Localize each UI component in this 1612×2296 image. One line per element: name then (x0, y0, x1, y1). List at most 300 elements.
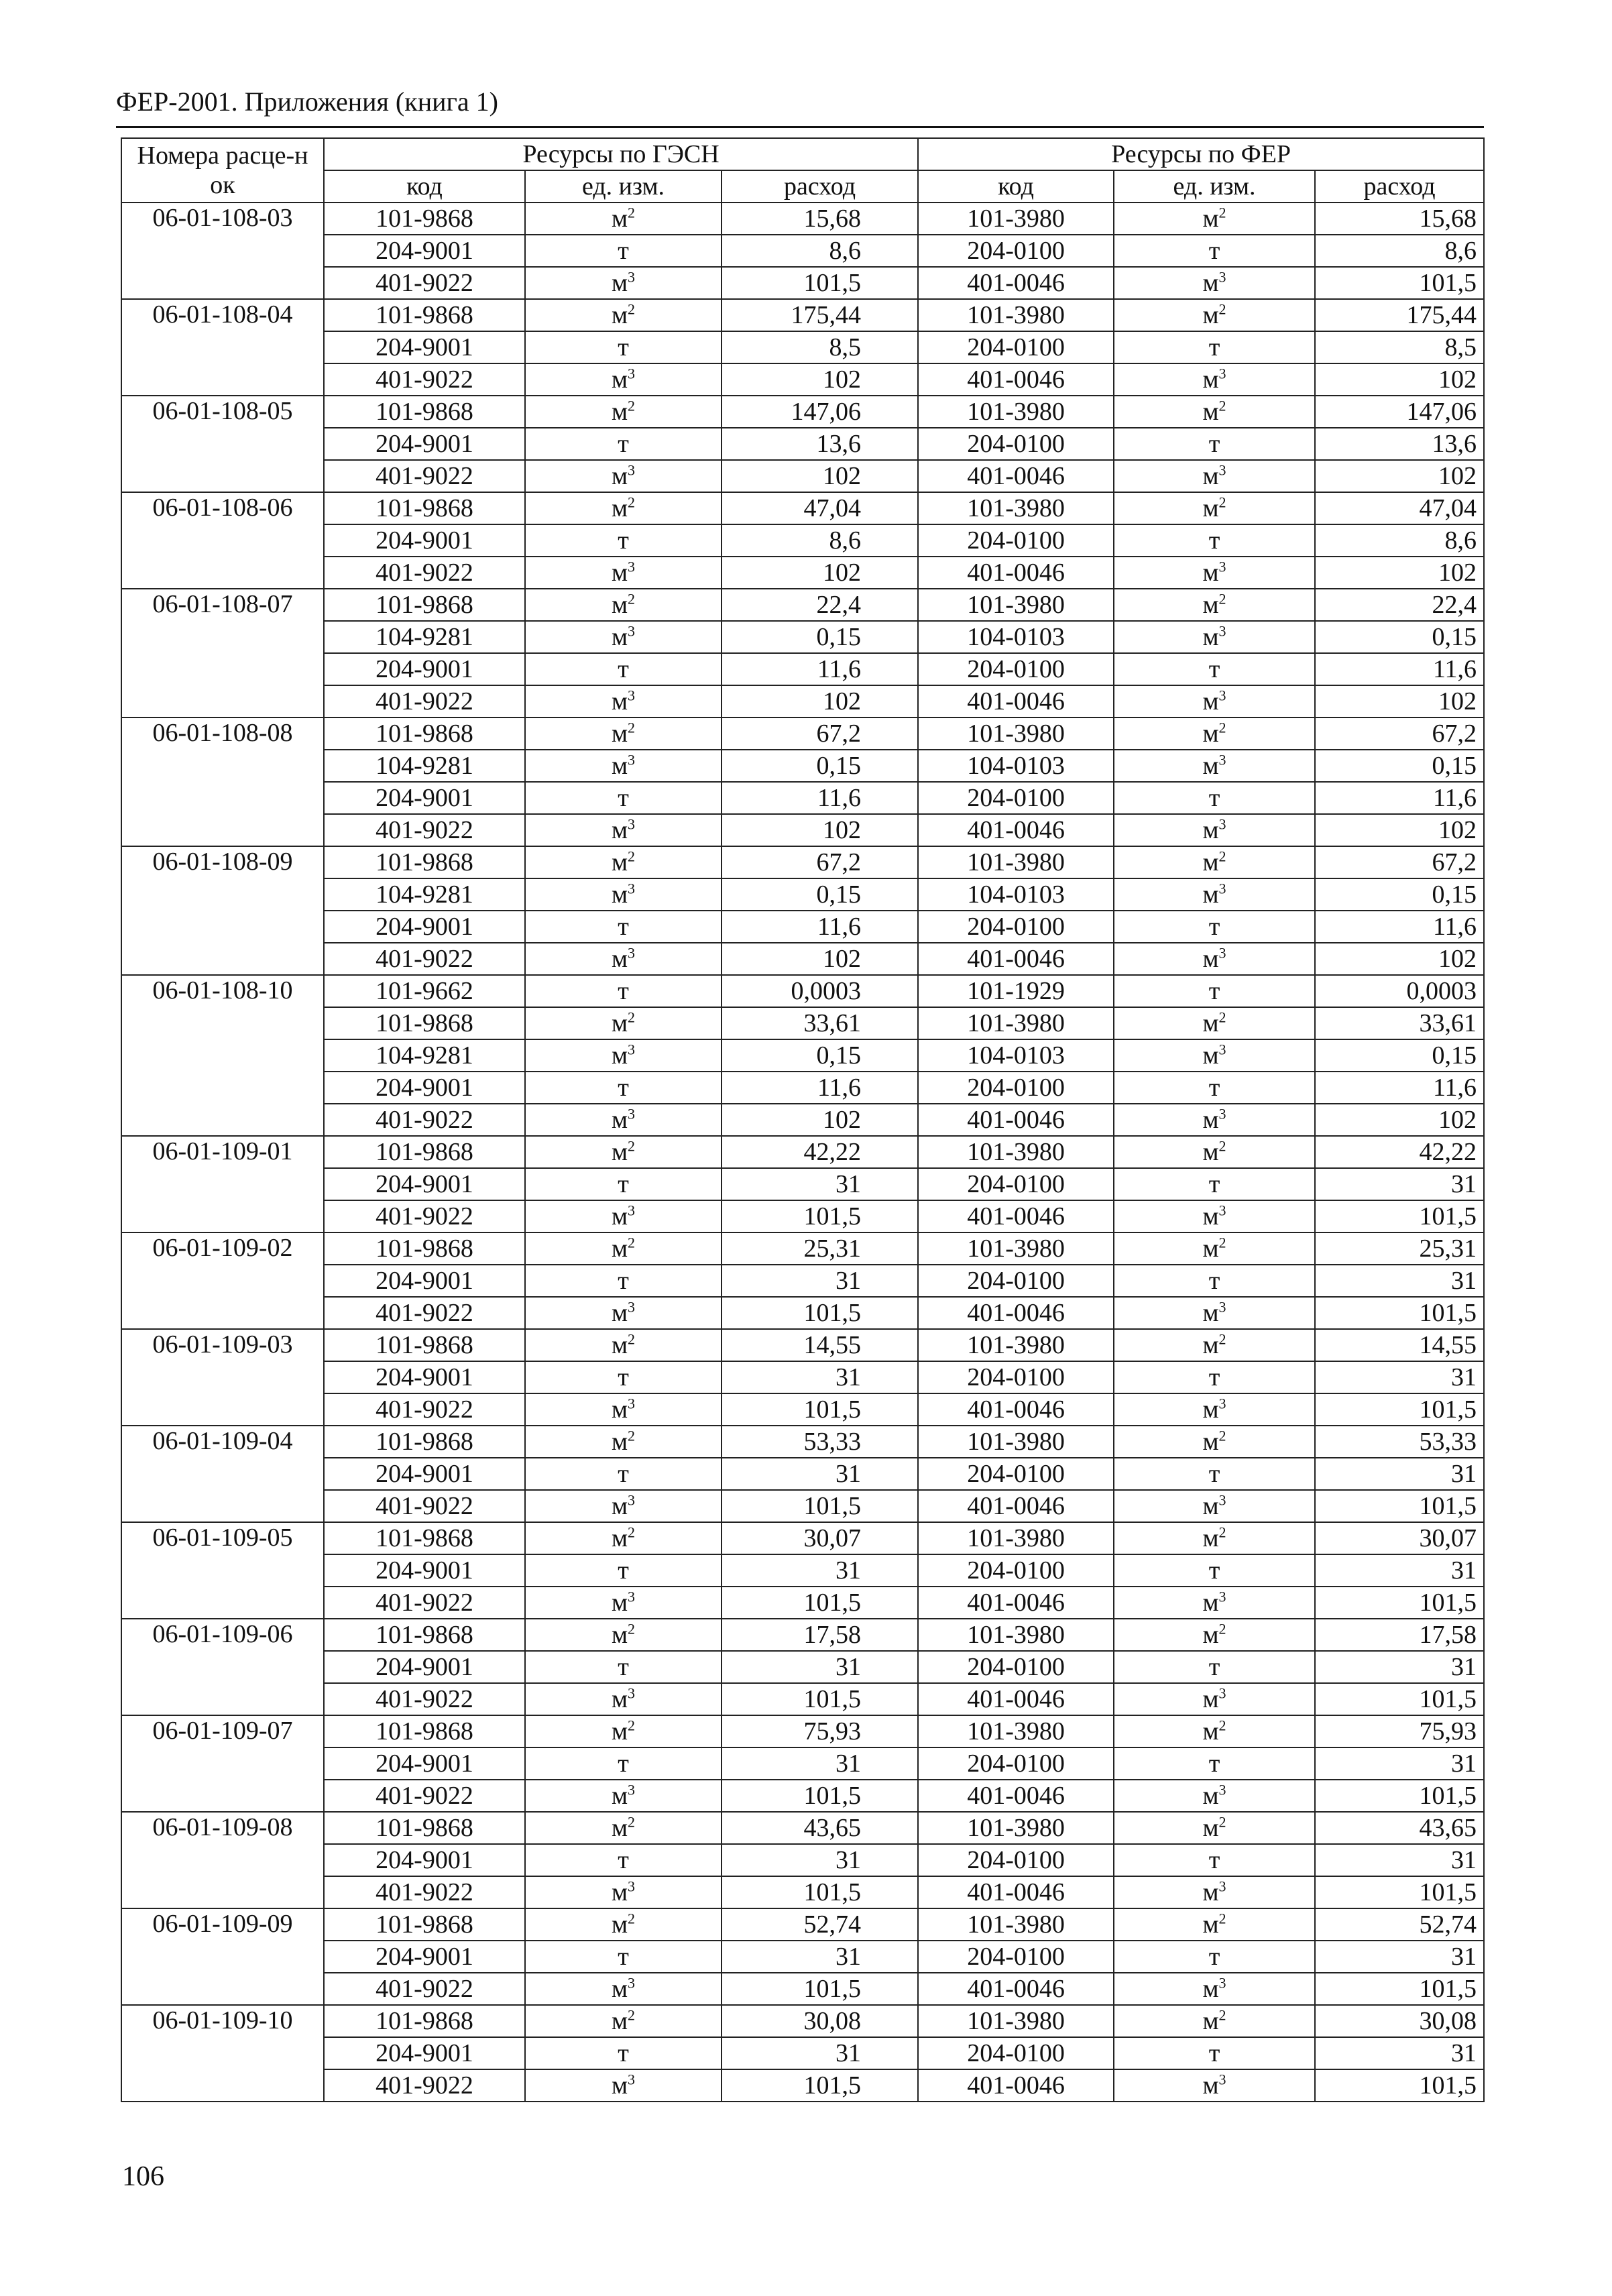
gesn-code-cell: 401-9022 (324, 363, 525, 396)
unit-exponent: 3 (1218, 1588, 1226, 1605)
gesn-code-cell: 101-9868 (324, 1619, 525, 1651)
unit-exponent: 2 (628, 1717, 636, 1734)
rate-number-cell: 06-01-109-03 (121, 1329, 324, 1426)
unit-text: м (611, 1814, 628, 1842)
gesn-unit-cell (525, 1973, 722, 2005)
fer-amount-cell: 8,6 (1315, 235, 1484, 267)
fer-amount-cell: 8,5 (1315, 331, 1484, 363)
gesn-unit-cell (525, 1104, 722, 1136)
gesn-unit-cell (525, 846, 722, 878)
table-row (121, 2069, 1484, 2102)
gesn-code-cell: 204-9001 (324, 331, 525, 363)
unit-text: т (618, 1749, 629, 1778)
unit-text: т (618, 1653, 629, 1681)
unit-text: т (618, 1556, 629, 1585)
gesn-amount-cell: 25,31 (722, 1232, 918, 1265)
unit-exponent: 3 (1218, 687, 1226, 704)
unit-text: м (1202, 1878, 1219, 1906)
unit-text: м (1202, 816, 1219, 844)
unit-text: м (611, 752, 628, 780)
table-row (121, 1780, 1484, 1812)
fer-amount-cell: 101,5 (1315, 1393, 1484, 1426)
fer-amount-cell: 102 (1315, 460, 1484, 492)
fer-unit-cell (1114, 2005, 1315, 2037)
fer-code-cell: 204-0100 (918, 1651, 1114, 1683)
gesn-code-cell: 401-9022 (324, 1393, 525, 1426)
unit-text: м (611, 2007, 628, 2035)
gesn-unit-cell (525, 1812, 722, 1844)
gesn-amount-cell: 147,06 (722, 396, 918, 428)
gesn-unit-cell (525, 653, 722, 685)
fer-unit-cell (1114, 1876, 1315, 1908)
unit-exponent: 3 (1218, 1105, 1226, 1123)
unit-text: м (1202, 1395, 1219, 1424)
fer-amount-cell: 175,44 (1315, 299, 1484, 331)
unit-text: т (1208, 784, 1220, 812)
gesn-unit-cell (525, 1007, 722, 1039)
unit-text: м (611, 1138, 628, 1166)
gesn-amount-cell: 101,5 (722, 1393, 918, 1426)
table-row (121, 460, 1484, 492)
unit-text: т (618, 913, 629, 941)
unit-text: м (1202, 1331, 1219, 1359)
gesn-unit-cell (525, 203, 722, 235)
unit-text: м (1202, 1717, 1219, 1745)
fer-unit-cell (1114, 589, 1315, 621)
gesn-code-cell: 401-9022 (324, 1200, 525, 1232)
table-row (121, 2037, 1484, 2069)
gesn-unit-cell (525, 267, 722, 299)
table-row (121, 557, 1484, 589)
unit-text: м (611, 1782, 628, 1810)
gesn-amount-cell: 31 (722, 1265, 918, 1297)
fer-amount-cell: 101,5 (1315, 1490, 1484, 1522)
fer-amount-cell: 30,08 (1315, 2005, 1484, 2037)
gesn-amount-cell: 31 (722, 2037, 918, 2069)
page-number: 106 (122, 2161, 164, 2192)
unit-text: м (1202, 1106, 1219, 1134)
rate-number-cell: 06-01-108-10 (121, 975, 324, 1136)
gesn-unit-cell (525, 2069, 722, 2102)
fer-amount-cell: 102 (1315, 814, 1484, 846)
unit-text: м (611, 301, 628, 329)
fer-amount-cell: 0,15 (1315, 750, 1484, 782)
rate-number-cell: 06-01-108-08 (121, 718, 324, 846)
gesn-unit-cell (525, 1747, 722, 1780)
fer-amount-cell: 43,65 (1315, 1812, 1484, 1844)
unit-exponent: 2 (628, 1620, 636, 1638)
unit-exponent: 2 (1218, 1330, 1226, 1348)
fer-amount-cell: 22,4 (1315, 589, 1484, 621)
gesn-code-cell: 101-9868 (324, 299, 525, 331)
gesn-code-cell: 104-9281 (324, 878, 525, 911)
unit-text: м (611, 1009, 628, 1037)
fer-unit-cell (1114, 396, 1315, 428)
fer-code-cell: 204-0100 (918, 524, 1114, 557)
rate-number-cell: 06-01-109-07 (121, 1715, 324, 1812)
gesn-code-cell: 204-9001 (324, 524, 525, 557)
table-row (121, 331, 1484, 363)
unit-text: м (1202, 1910, 1219, 1939)
fer-unit-cell (1114, 1715, 1315, 1747)
fer-unit-cell (1114, 1554, 1315, 1587)
unit-text: т (618, 1363, 629, 1391)
gesn-amount-cell: 67,2 (722, 846, 918, 878)
unit-text: м (1202, 1299, 1219, 1327)
unit-text: т (1208, 977, 1220, 1005)
unit-exponent: 2 (1218, 1427, 1226, 1444)
fer-amount-cell: 11,6 (1315, 911, 1484, 943)
fer-amount-cell: 31 (1315, 1747, 1484, 1780)
fer-unit-cell (1114, 1136, 1315, 1168)
gesn-code-cell: 204-9001 (324, 653, 525, 685)
unit-text: м (611, 1041, 628, 1070)
fer-code-cell: 101-3980 (918, 718, 1114, 750)
unit-text: т (1208, 655, 1220, 683)
unit-text: т (1208, 1074, 1220, 1102)
unit-exponent: 2 (628, 719, 636, 736)
unit-text: м (611, 1106, 628, 1134)
unit-exponent: 2 (628, 300, 636, 318)
fer-amount-cell: 102 (1315, 1104, 1484, 1136)
fer-code-cell: 401-0046 (918, 1876, 1114, 1908)
table-row (121, 814, 1484, 846)
gesn-unit-cell (525, 1136, 722, 1168)
gesn-unit-cell (525, 1908, 722, 1941)
gesn-unit-cell (525, 363, 722, 396)
gesn-code-cell: 204-9001 (324, 1844, 525, 1876)
gesn-unit-cell (525, 1072, 722, 1104)
unit-exponent: 2 (1218, 300, 1226, 318)
fer-code-cell: 401-0046 (918, 267, 1114, 299)
unit-text: м (1202, 559, 1219, 587)
table-row (121, 1393, 1484, 1426)
gesn-code-cell: 101-9868 (324, 1426, 525, 1458)
gesn-code-cell: 204-9001 (324, 428, 525, 460)
gesn-amount-cell: 30,08 (722, 2005, 918, 2037)
gesn-code-cell: 101-9868 (324, 396, 525, 428)
col-header-fer-unit: ед. изм. (1114, 170, 1315, 203)
gesn-code-cell: 101-9868 (324, 1908, 525, 1941)
gesn-unit-cell (525, 878, 722, 911)
unit-exponent: 2 (1218, 494, 1226, 511)
gesn-amount-cell: 30,07 (722, 1522, 918, 1554)
fer-amount-cell: 47,04 (1315, 492, 1484, 524)
gesn-code-cell: 104-9281 (324, 621, 525, 653)
col-header-fer-amount: расход (1315, 170, 1484, 203)
gesn-unit-cell (525, 1490, 722, 1522)
gesn-code-cell: 401-9022 (324, 1104, 525, 1136)
gesn-amount-cell: 101,5 (722, 1200, 918, 1232)
unit-text: т (1208, 430, 1220, 458)
unit-exponent: 3 (628, 944, 636, 962)
rate-number-cell: 06-01-109-01 (121, 1136, 324, 1232)
gesn-amount-cell: 33,61 (722, 1007, 918, 1039)
gesn-code-cell: 401-9022 (324, 814, 525, 846)
col-header-rate-numbers (121, 138, 324, 203)
fer-unit-cell (1114, 911, 1315, 943)
fer-amount-cell: 31 (1315, 1265, 1484, 1297)
fer-amount-cell: 101,5 (1315, 1973, 1484, 2005)
table-row (121, 1683, 1484, 1715)
unit-text: м (1202, 1428, 1219, 1456)
unit-exponent: 2 (1218, 1910, 1226, 1927)
gesn-code-cell: 401-9022 (324, 1876, 525, 1908)
fer-code-cell: 101-3980 (918, 1715, 1114, 1747)
gesn-amount-cell: 31 (722, 1747, 918, 1780)
table-subheader-row (121, 170, 1484, 203)
unit-text: м (1202, 2007, 1219, 2035)
unit-text: м (1202, 1524, 1219, 1552)
fer-code-cell: 204-0100 (918, 1747, 1114, 1780)
fer-code-cell: 401-0046 (918, 1780, 1114, 1812)
unit-text: м (1202, 301, 1219, 329)
fer-amount-cell: 17,58 (1315, 1619, 1484, 1651)
table-row (121, 299, 1484, 331)
unit-text: м (611, 687, 628, 715)
gesn-code-cell: 401-9022 (324, 1683, 525, 1715)
gesn-unit-cell (525, 1265, 722, 1297)
fer-code-cell: 204-0100 (918, 1554, 1114, 1587)
gesn-unit-cell (525, 428, 722, 460)
table-row (121, 911, 1484, 943)
table-row (121, 1554, 1484, 1587)
unit-exponent: 2 (628, 494, 636, 511)
table-row (121, 1297, 1484, 1329)
table-row (121, 1104, 1484, 1136)
gesn-code-cell: 401-9022 (324, 1780, 525, 1812)
unit-text: м (1202, 269, 1219, 297)
table-row (121, 878, 1484, 911)
unit-text: м (611, 1299, 628, 1327)
fer-unit-cell (1114, 846, 1315, 878)
gesn-unit-cell (525, 1941, 722, 1973)
gesn-unit-cell (525, 557, 722, 589)
unit-exponent: 2 (628, 1813, 636, 1831)
fer-unit-cell (1114, 492, 1315, 524)
fer-code-cell: 101-3980 (918, 203, 1114, 235)
gesn-unit-cell (525, 718, 722, 750)
unit-exponent: 2 (628, 397, 636, 414)
unit-exponent: 3 (1218, 461, 1226, 479)
unit-exponent: 2 (628, 1009, 636, 1026)
fer-code-cell: 401-0046 (918, 1200, 1114, 1232)
gesn-unit-cell (525, 1200, 722, 1232)
fer-unit-cell (1114, 460, 1315, 492)
gesn-amount-cell: 31 (722, 1458, 918, 1490)
col-header-gesn-code: код (324, 170, 525, 203)
gesn-unit-cell (525, 235, 722, 267)
fer-amount-cell: 52,74 (1315, 1908, 1484, 1941)
table-row (121, 1490, 1484, 1522)
fer-code-cell: 401-0046 (918, 2069, 1114, 2102)
header-rule (116, 126, 1484, 128)
gesn-code-cell: 204-9001 (324, 2037, 525, 2069)
unit-text: т (618, 655, 629, 683)
table-header-row (121, 138, 1484, 170)
gesn-unit-cell (525, 1522, 722, 1554)
unit-text: м (611, 720, 628, 748)
gesn-unit-cell (525, 1361, 722, 1393)
fer-unit-cell (1114, 1844, 1315, 1876)
gesn-amount-cell: 43,65 (722, 1812, 918, 1844)
unit-exponent: 3 (1218, 751, 1226, 768)
fer-unit-cell (1114, 621, 1315, 653)
fer-amount-cell: 102 (1315, 557, 1484, 589)
fer-amount-cell: 67,2 (1315, 718, 1484, 750)
unit-text: м (1202, 1202, 1219, 1230)
gesn-unit-cell (525, 621, 722, 653)
unit-exponent: 2 (628, 590, 636, 608)
unit-text: м (1202, 687, 1219, 715)
fer-amount-cell: 75,93 (1315, 1715, 1484, 1747)
table-row (121, 1522, 1484, 1554)
fer-code-cell: 101-3980 (918, 1908, 1114, 1941)
fer-amount-cell: 42,22 (1315, 1136, 1484, 1168)
gesn-amount-cell: 102 (722, 943, 918, 975)
fer-amount-cell: 101,5 (1315, 267, 1484, 299)
gesn-amount-cell: 11,6 (722, 653, 918, 685)
unit-text: м (1202, 1621, 1219, 1649)
gesn-code-cell: 401-9022 (324, 1587, 525, 1619)
col-header-gesn-unit: ед. изм. (525, 170, 722, 203)
table-row (121, 363, 1484, 396)
fer-amount-cell: 101,5 (1315, 1683, 1484, 1715)
fer-unit-cell (1114, 1941, 1315, 1973)
fer-code-cell: 104-0103 (918, 1039, 1114, 1072)
unit-text: м (1202, 1685, 1219, 1713)
fer-unit-cell (1114, 1651, 1315, 1683)
table-row (121, 396, 1484, 428)
fer-unit-cell (1114, 878, 1315, 911)
fer-code-cell: 204-0100 (918, 2037, 1114, 2069)
table-row (121, 1941, 1484, 1973)
unit-exponent: 3 (628, 268, 636, 286)
gesn-code-cell: 104-9281 (324, 750, 525, 782)
fer-code-cell: 204-0100 (918, 1458, 1114, 1490)
table-row (121, 492, 1484, 524)
fer-amount-cell: 102 (1315, 943, 1484, 975)
gesn-unit-cell (525, 1393, 722, 1426)
unit-exponent: 3 (1218, 944, 1226, 962)
gesn-code-cell: 101-9868 (324, 1715, 525, 1747)
unit-exponent: 3 (1218, 1781, 1226, 1798)
fer-code-cell: 204-0100 (918, 653, 1114, 685)
fer-unit-cell (1114, 557, 1315, 589)
fer-amount-cell: 31 (1315, 1941, 1484, 1973)
fer-code-cell: 401-0046 (918, 1490, 1114, 1522)
unit-exponent: 3 (628, 880, 636, 897)
fer-unit-cell (1114, 1007, 1315, 1039)
unit-text: м (611, 1492, 628, 1520)
table-row (121, 1844, 1484, 1876)
unit-exponent: 3 (1218, 1202, 1226, 1219)
gesn-code-cell: 401-9022 (324, 685, 525, 718)
unit-exponent: 3 (628, 558, 636, 575)
gesn-amount-cell: 102 (722, 557, 918, 589)
gesn-code-cell: 101-9868 (324, 1136, 525, 1168)
table-row (121, 267, 1484, 299)
gesn-code-cell: 401-9022 (324, 460, 525, 492)
fer-unit-cell (1114, 1973, 1315, 2005)
unit-exponent: 2 (628, 1234, 636, 1251)
gesn-unit-cell (525, 1619, 722, 1651)
fer-amount-cell: 0,15 (1315, 878, 1484, 911)
unit-text: м (611, 1878, 628, 1906)
fer-code-cell: 401-0046 (918, 1297, 1114, 1329)
unit-exponent: 3 (628, 1781, 636, 1798)
table-row (121, 1973, 1484, 2005)
fer-code-cell: 101-3980 (918, 846, 1114, 878)
table-row (121, 1265, 1484, 1297)
unit-exponent: 2 (1218, 2006, 1226, 2024)
gesn-code-cell: 101-9868 (324, 1812, 525, 1844)
unit-exponent: 3 (1218, 558, 1226, 575)
fer-unit-cell (1114, 1426, 1315, 1458)
fer-amount-cell: 11,6 (1315, 1072, 1484, 1104)
fer-code-cell: 204-0100 (918, 331, 1114, 363)
unit-exponent: 3 (628, 1878, 636, 1895)
fer-code-cell: 401-0046 (918, 1683, 1114, 1715)
gesn-unit-cell (525, 1554, 722, 1587)
fer-code-cell: 101-3980 (918, 396, 1114, 428)
unit-text: м (1202, 398, 1219, 426)
fer-unit-cell (1114, 1200, 1315, 1232)
fer-unit-cell (1114, 1780, 1315, 1812)
table-row (121, 1168, 1484, 1200)
table-row (121, 1458, 1484, 1490)
gesn-amount-cell: 0,15 (722, 621, 918, 653)
gesn-unit-cell (525, 1683, 722, 1715)
unit-exponent: 2 (628, 204, 636, 221)
fer-code-cell: 101-3980 (918, 1426, 1114, 1458)
fer-amount-cell: 31 (1315, 1554, 1484, 1587)
fer-amount-cell: 53,33 (1315, 1426, 1484, 1458)
unit-text: м (1202, 623, 1219, 651)
gesn-amount-cell: 101,5 (722, 2069, 918, 2102)
gesn-amount-cell: 13,6 (722, 428, 918, 460)
unit-text: т (1208, 333, 1220, 361)
unit-exponent: 2 (628, 1427, 636, 1444)
unit-text: м (1202, 591, 1219, 619)
unit-text: т (1208, 1846, 1220, 1874)
gesn-amount-cell: 31 (722, 1361, 918, 1393)
table-row (121, 846, 1484, 878)
unit-text: т (618, 1846, 629, 1874)
gesn-amount-cell: 31 (722, 1844, 918, 1876)
unit-exponent: 2 (1218, 1813, 1226, 1831)
gesn-amount-cell: 11,6 (722, 1072, 918, 1104)
rate-number-cell: 06-01-109-08 (121, 1812, 324, 1908)
gesn-code-cell: 104-9281 (324, 1039, 525, 1072)
unit-text: т (1208, 1653, 1220, 1681)
gesn-amount-cell: 47,04 (722, 492, 918, 524)
unit-text: т (1208, 1170, 1220, 1198)
unit-text: м (1202, 1041, 1219, 1070)
fer-code-cell: 101-1929 (918, 975, 1114, 1007)
fer-unit-cell (1114, 653, 1315, 685)
unit-text: м (611, 462, 628, 490)
unit-text: т (618, 1460, 629, 1488)
fer-code-cell: 401-0046 (918, 943, 1114, 975)
fer-unit-cell (1114, 299, 1315, 331)
gesn-code-cell: 204-9001 (324, 782, 525, 814)
fer-amount-cell: 25,31 (1315, 1232, 1484, 1265)
fer-unit-cell (1114, 2037, 1315, 2069)
table-row (121, 1426, 1484, 1458)
table-row (121, 1812, 1484, 1844)
unit-text: т (618, 237, 629, 265)
